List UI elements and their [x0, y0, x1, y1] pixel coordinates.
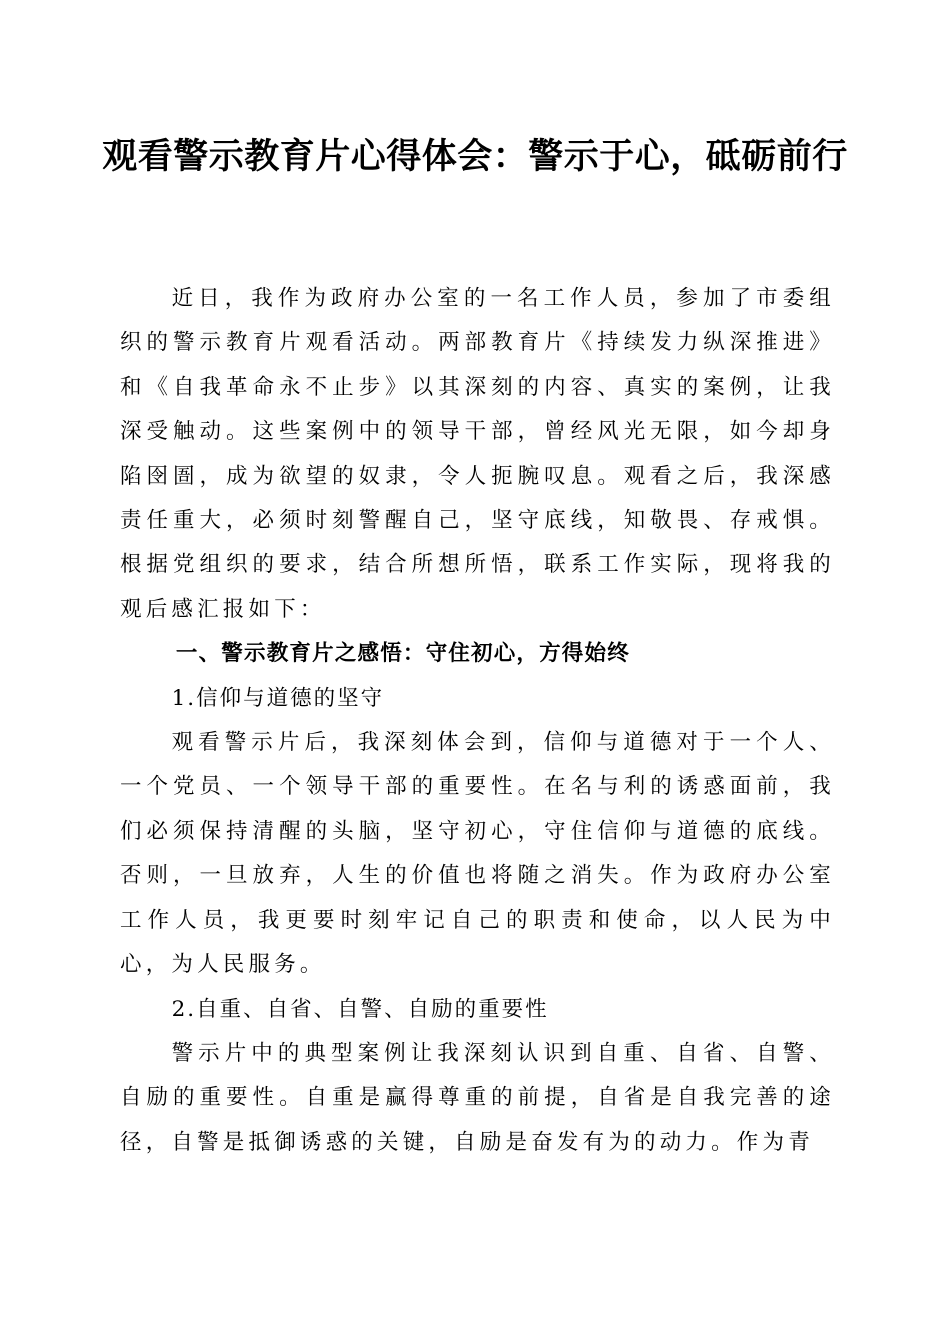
document-title: 观看警示教育片心得体会：警示于心，砥砺前行: [102, 136, 848, 177]
section-heading-1: 一、警示教育片之感悟：守住初心，方得始终: [175, 641, 630, 667]
document-body: [120, 277, 835, 1165]
intro-paragraph: 近日，我作为政府办公室的一名工作人员，参加了市委组织的警示教育片观看活动。两部教育片《持续发力纵深推进》和《自我革命永不止步》以其深刻的内容、真实的案例，让我深受触动。这些案例中的领导干部，曾经风光无限，如今却身陷囹圄，成为欲望的奴隶，令人扼腕叹息。观看之后，我深感责任重大，必须时刻警醒自己，坚守底线，知敬畏、存戒惧。根据党组织的要求，结合所想所悟，联系工作实际，现将我的观后感汇报如下：: [120, 286, 835, 622]
body-paragraph-1-2: 警示片中的典型案例让我深刻认识到自重、自省、自警、自励的重要性。自重是赢得尊重的前提，自省是自我完善的途径，自警是抵御诱惑的关键，自励是奋发有为的动力。作为青: [120, 1040, 835, 1155]
subheading-1-2: 2.自重、自省、自警、自励的重要性: [171, 996, 549, 1022]
body-paragraph-1-1: 观看警示片后，我深刻体会到，信仰与道德对于一个人、一个党员、一个领导干部的重要性。在名与利的诱惑面前，我们必须保持清醒的头脑，坚守初心，守住信仰与道德的底线。否则，一旦放弃，人生的价值也将随之消失。作为政府办公室工作人员，我更要时刻牢记自己的职责和使命，以人民为中心，为人民服务。: [120, 730, 835, 978]
subheading-1-1: 1.信仰与道德的坚守: [171, 685, 385, 711]
